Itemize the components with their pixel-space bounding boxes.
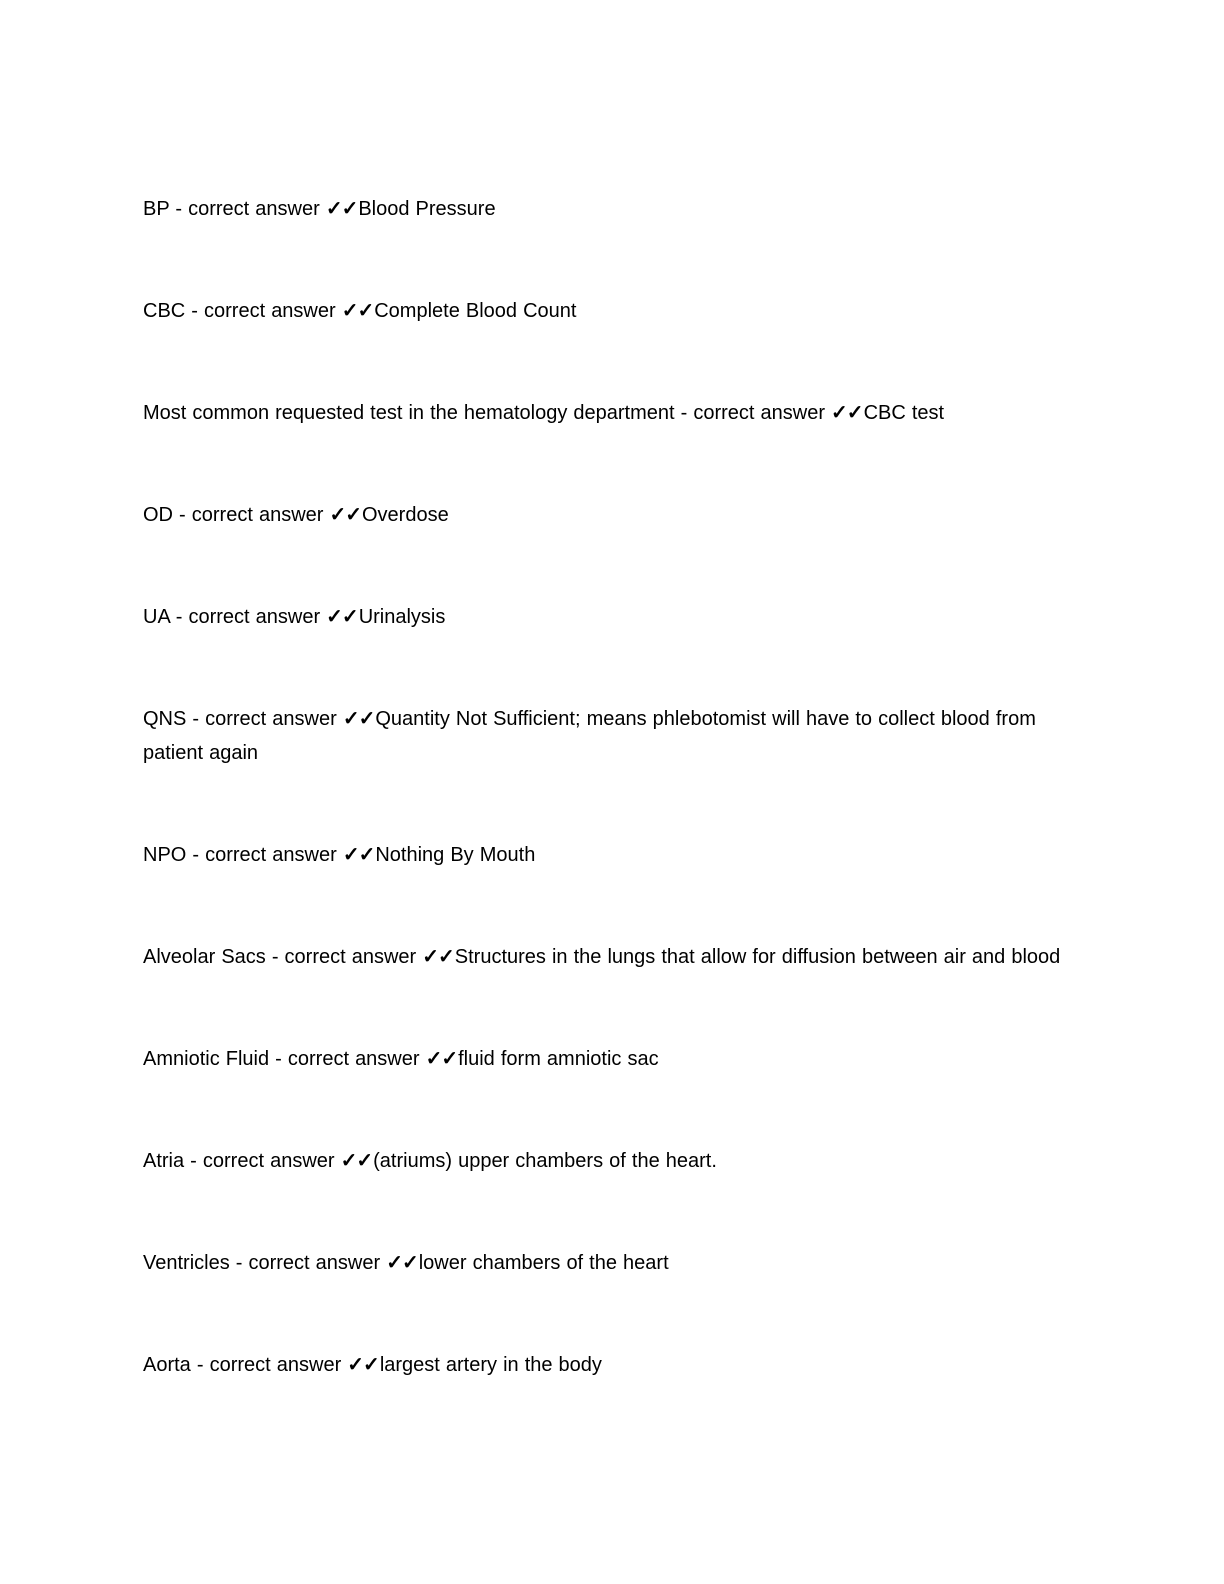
qa-separator: - correct answer	[186, 844, 343, 866]
qa-term: OD	[143, 504, 173, 526]
qa-entry	[143, 1042, 1093, 1076]
qa-separator: - correct answer	[169, 198, 326, 220]
double-checkmark-icon: ✓✓	[342, 844, 375, 866]
qa-separator: - correct answer	[169, 606, 327, 628]
double-checkmark-icon: ✓✓	[341, 300, 374, 322]
double-checkmark-icon: ✓✓	[342, 708, 375, 730]
qa-entry	[143, 1246, 1093, 1280]
qa-term: Most common requested test in the hematology department	[143, 402, 675, 424]
qa-definition: largest artery in the body	[379, 1354, 602, 1376]
qa-entry	[143, 838, 1093, 872]
qa-term: QNS	[143, 708, 187, 730]
qa-separator: - correct answer	[190, 1354, 348, 1376]
double-checkmark-icon: ✓✓	[326, 606, 358, 628]
qa-separator: - correct answer	[186, 708, 343, 730]
qa-definition: CBC test	[863, 402, 945, 424]
double-checkmark-icon: ✓✓	[325, 198, 358, 220]
qa-definition: lower chambers of the heart	[418, 1252, 669, 1274]
qa-separator: - correct answer	[184, 1150, 341, 1172]
qa-definition: Urinalysis	[358, 606, 446, 628]
qa-separator: - correct answer	[269, 1048, 426, 1070]
qa-definition: Blood Pressure	[358, 198, 496, 220]
qa-definition: Overdose	[362, 504, 449, 526]
qa-entry	[143, 702, 1093, 770]
qa-definition: Quantity Not Sufficient; means phlebotomist will have to collect blood from patient again	[143, 708, 1036, 764]
qa-term: Atria	[143, 1150, 185, 1172]
qa-definition: Complete Blood Count	[374, 300, 577, 322]
qa-term: BP	[143, 198, 170, 220]
double-checkmark-icon: ✓✓	[386, 1252, 418, 1274]
qa-term: Alveolar Sacs	[143, 946, 266, 968]
qa-term: Amniotic Fluid	[143, 1048, 270, 1070]
qa-entry	[143, 1348, 1093, 1382]
qa-separator: - correct answer	[173, 504, 330, 526]
qa-entry	[143, 192, 1093, 226]
qa-definition: (atriums) upper chambers of the heart.	[373, 1150, 717, 1172]
qa-term: Ventricles	[143, 1252, 230, 1274]
qa-separator: - correct answer	[185, 300, 342, 322]
entries	[143, 192, 1093, 1382]
qa-entry	[143, 940, 1093, 974]
qa-entry	[143, 396, 1093, 430]
qa-entry	[143, 498, 1093, 532]
double-checkmark-icon: ✓✓	[340, 1150, 373, 1172]
qa-term: UA	[143, 606, 170, 628]
qa-separator: - correct answer	[229, 1252, 387, 1274]
qa-entry	[143, 294, 1093, 328]
double-checkmark-icon: ✓✓	[347, 1354, 379, 1376]
qa-definition: fluid form amniotic sac	[458, 1048, 659, 1070]
qa-entry	[143, 600, 1093, 634]
double-checkmark-icon: ✓✓	[831, 402, 863, 424]
qa-separator: - correct answer	[674, 402, 832, 424]
double-checkmark-icon: ✓✓	[425, 1048, 458, 1070]
qa-definition: Nothing By Mouth	[375, 844, 536, 866]
qa-term: CBC	[143, 300, 186, 322]
qa-term: NPO	[143, 844, 187, 866]
double-checkmark-icon: ✓✓	[422, 946, 454, 968]
qa-definition: Structures in the lungs that allow for diffusion between air and blood	[454, 946, 1061, 968]
double-checkmark-icon: ✓✓	[329, 504, 361, 526]
qa-term: Aorta	[143, 1354, 191, 1376]
qa-separator: - correct answer	[265, 946, 423, 968]
qa-entry	[143, 1144, 1093, 1178]
